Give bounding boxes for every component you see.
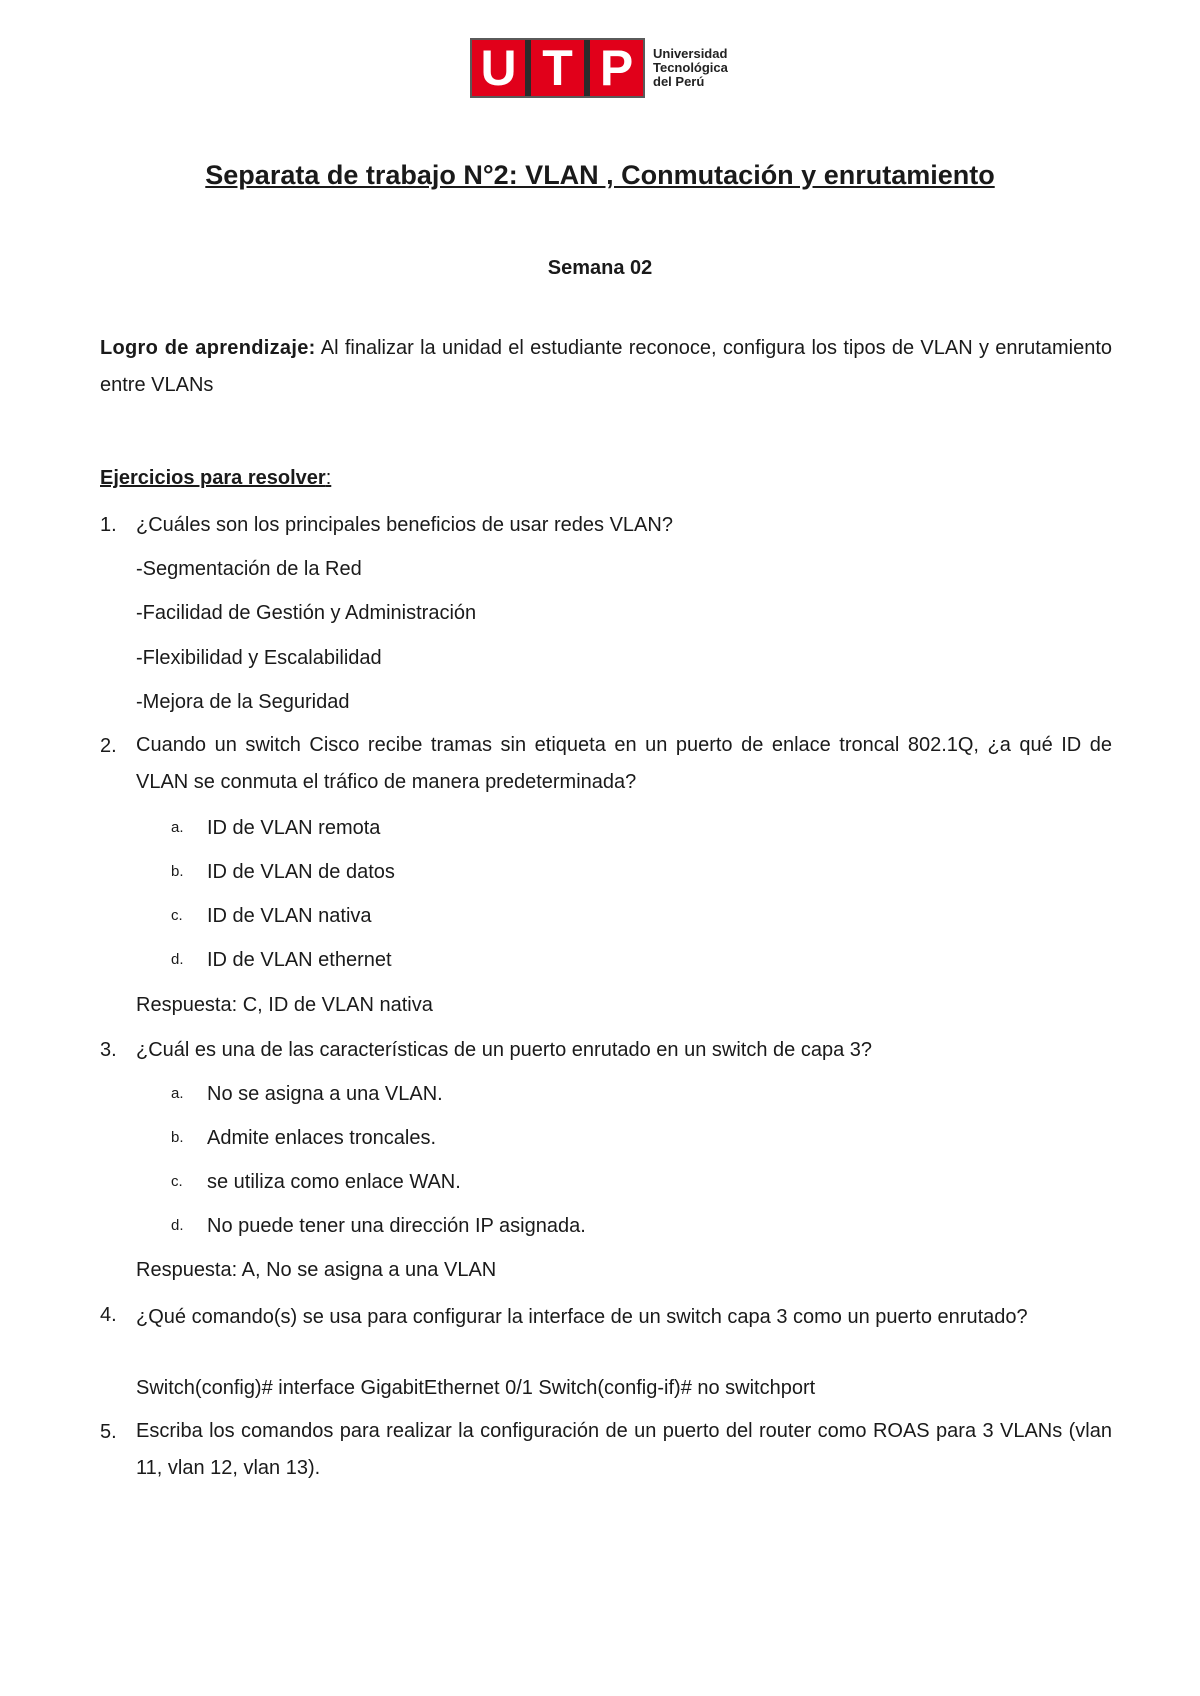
logo-letter-u: U <box>480 40 517 96</box>
logo-line-3: del Perú <box>653 74 705 89</box>
question-text: ¿Cuáles son los principales beneficios de usar redes VLAN? <box>136 514 673 536</box>
question-number: 3. <box>100 1039 117 1061</box>
exercises-heading-colon: : <box>325 467 332 489</box>
option-letter: d. <box>171 1217 184 1234</box>
learning-outcome <box>100 330 1112 404</box>
question-number: 4. <box>100 1304 117 1326</box>
answer-line: -Flexibilidad y Escalabilidad <box>136 647 382 669</box>
option-text: Admite enlaces troncales. <box>207 1127 437 1149</box>
option-text: ID de VLAN nativa <box>207 905 372 927</box>
answer-line: Respuesta: A, No se asigna a una VLAN <box>136 1259 497 1281</box>
option-text: ID de VLAN remota <box>207 817 381 839</box>
answer-line: Switch(config)# interface GigabitEthernet 0/1 Switch(config-if)# no switchport <box>136 1377 816 1399</box>
utp-logo-mark <box>470 38 645 98</box>
logo-letter-p: P <box>599 40 634 96</box>
question-number: 2. <box>100 735 117 757</box>
question-text: ¿Cuál es una de las características de un puerto enrutado en un switch de capa 3? <box>136 1039 873 1061</box>
option-letter: a. <box>171 1085 184 1102</box>
option-letter: a. <box>171 819 184 836</box>
learning-outcome-text: Al finalizar la unidad el estudiante reconoce, configura los tipos de VLAN y enrutamiento entre VLANs <box>100 337 1112 396</box>
exercises-heading-text: Ejercicios para resolver <box>100 467 326 489</box>
answer-line: -Facilidad de Gestión y Administración <box>136 602 477 624</box>
option-letter: b. <box>171 1129 184 1146</box>
logo-wordmark <box>653 47 728 89</box>
answer-line: -Segmentación de la Red <box>136 558 362 580</box>
week-label: Semana 02 <box>547 257 653 279</box>
question-number: 5. <box>100 1421 117 1443</box>
option-letter: b. <box>171 863 184 880</box>
option-text: se utiliza como enlace WAN. <box>207 1171 461 1193</box>
option-text: ID de VLAN ethernet <box>207 949 392 971</box>
answer-line: Respuesta: C, ID de VLAN nativa <box>136 994 433 1016</box>
question-text: ¿Qué comando(s) se usa para configurar la interface de un switch capa 3 como un puerto enrutado? <box>136 1306 1028 1328</box>
page-title: Separata de trabajo N°2: VLAN , Conmutación y enrutamiento <box>205 160 995 190</box>
logo-line-1: Universidad <box>653 46 728 61</box>
exercises-heading <box>100 467 331 490</box>
question-text: Cuando un switch Cisco recibe tramas sin etiqueta en un puerto de enlace troncal 802.1Q, ¿a qué ID de VLAN se conmuta el tráfico de manera predeterminada? <box>136 734 1112 793</box>
utp-logo <box>470 38 728 98</box>
option-text: No puede tener una dirección IP asignada. <box>207 1215 586 1237</box>
option-letter: d. <box>171 951 184 968</box>
question-text: Escriba los comandos para realizar la configuración de un puerto del router como ROAS para 3 VLANs (vlan 11, vlan 12, vlan 13). <box>136 1420 1112 1479</box>
option-letter: c. <box>171 1173 183 1190</box>
logo-line-2: Tecnológica <box>653 60 728 75</box>
option-letter: c. <box>171 907 183 924</box>
question-number: 1. <box>100 514 117 536</box>
option-text: ID de VLAN de datos <box>207 861 395 883</box>
learning-outcome-label: Logro de aprendizaje: <box>100 337 316 359</box>
option-text: No se asigna a una VLAN. <box>207 1083 443 1105</box>
logo-letter-t: T <box>542 40 573 96</box>
answer-line: -Mejora de la Seguridad <box>136 691 350 713</box>
